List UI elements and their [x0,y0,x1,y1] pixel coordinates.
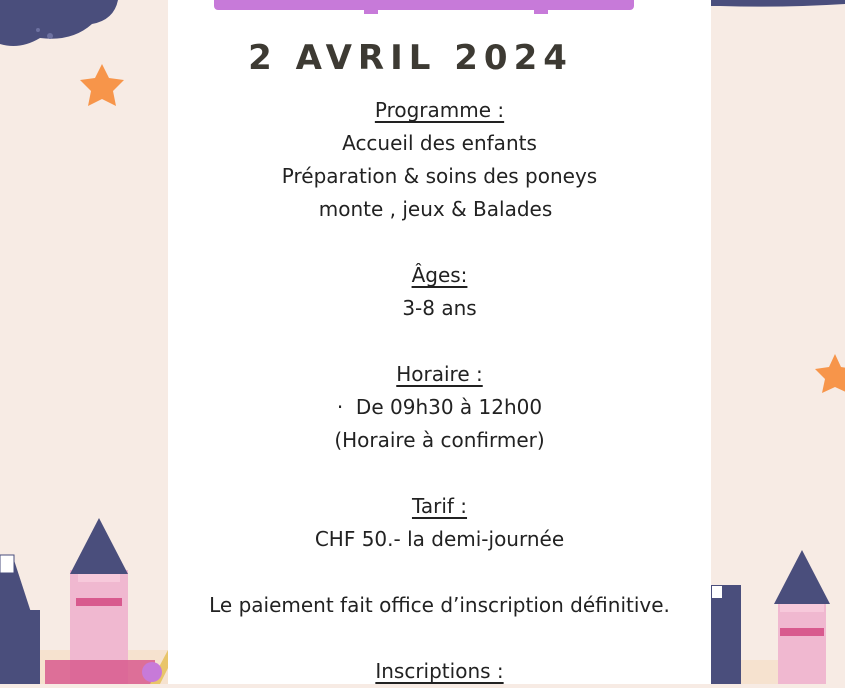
event-date: 2 AVRIL 2024 [248,38,573,78]
tarif-value: CHF 50.- la demi-journée [314,527,565,551]
event-details [168,94,711,688]
tarif-heading: Tarif : [411,494,468,518]
programme-line: Préparation & soins des poneys [281,164,598,188]
programme-line: monte , jeux & Balades [318,197,553,221]
ages-heading: Âges: [411,263,468,287]
horaire-line: · De 09h30 à 12h00 [336,395,543,419]
inscriptions-heading: Inscriptions : [375,659,504,683]
title-banner [214,0,634,10]
castle-right [711,550,830,684]
programme-line: Accueil des enfants [342,131,537,155]
castle-left [0,518,176,684]
horaire-heading: Horaire : [396,362,483,386]
ages-value: 3-8 ans [402,296,477,320]
paiement-notice: Le paiement fait office d’inscription définitive. [209,593,670,617]
programme-heading: Programme : [374,98,505,122]
horaire-line: (Horaire à confirmer) [334,428,545,452]
star-icon [815,354,845,393]
